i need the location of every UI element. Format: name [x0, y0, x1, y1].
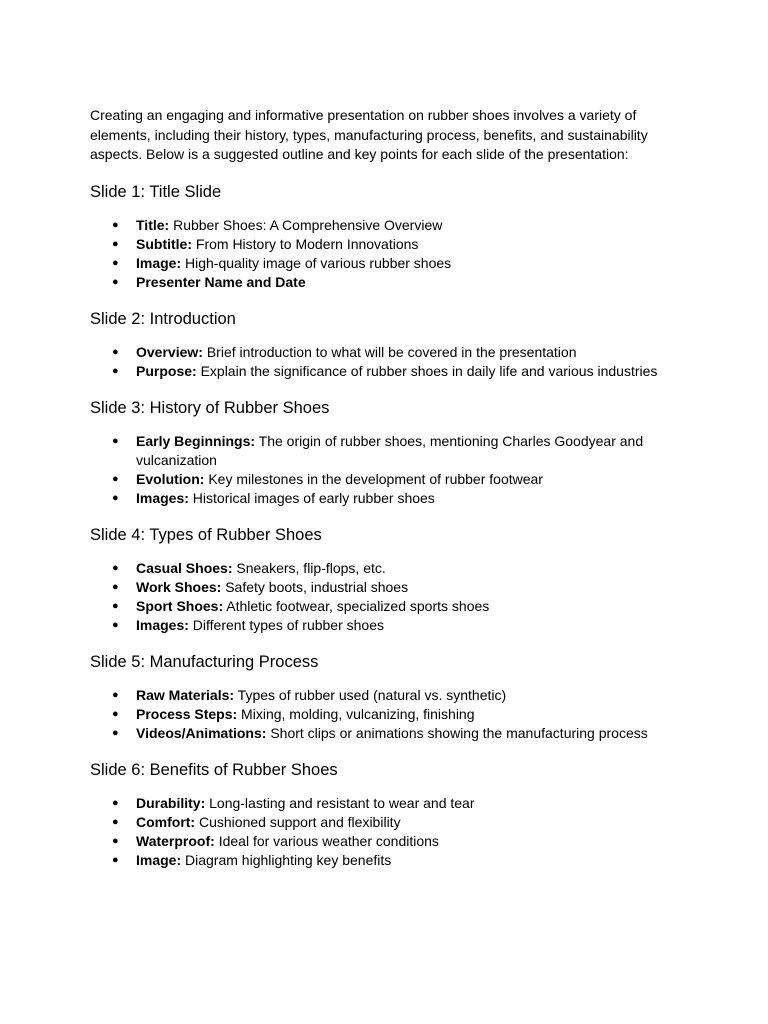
- list-item: [90, 489, 678, 508]
- item-text: Different types of rubber shoes: [188, 616, 384, 633]
- bullet-list: [90, 343, 678, 381]
- item-text: Long-lasting and resistant to wear and tear: [205, 794, 475, 811]
- bullet-icon: ●: [112, 707, 119, 720]
- list-item: [90, 851, 678, 870]
- list-item: [90, 216, 678, 235]
- item-label: Subtitle:: [136, 235, 192, 252]
- list-item: [90, 470, 678, 489]
- item-text: Sneakers, flip-flops, etc.: [232, 559, 386, 576]
- item-text: Athletic footwear, specialized sports shoes: [223, 597, 490, 614]
- list-item: [90, 794, 678, 813]
- item-label: Process Steps:: [136, 705, 238, 722]
- bullet-icon: ●: [112, 618, 119, 631]
- slide-section-3: [90, 398, 678, 508]
- item-text: Ideal for various weather conditions: [214, 832, 439, 849]
- bullet-icon: ●: [112, 853, 119, 866]
- slide-section-2: [90, 309, 678, 381]
- slide-heading: Slide 4: Types of Rubber Shoes: [90, 525, 322, 544]
- slide-section-1: [90, 182, 678, 292]
- list-item: [90, 273, 678, 292]
- item-text: The origin of rubber shoes, mentioning Charles Goodyear and vulcanization: [136, 432, 644, 468]
- item-label: Images:: [136, 489, 189, 506]
- slide-section-5: [90, 652, 678, 743]
- list-item: [90, 432, 678, 470]
- item-text: Key milestones in the development of rubber footwear: [204, 470, 543, 487]
- list-item: [90, 724, 678, 743]
- bullet-icon: ●: [112, 256, 119, 269]
- slide-heading: Slide 3: History of Rubber Shoes: [90, 398, 330, 417]
- item-text: Historical images of early rubber shoes: [188, 489, 435, 506]
- item-text: Cushioned support and flexibility: [195, 813, 401, 830]
- item-label: Image:: [136, 851, 182, 868]
- list-item: [90, 813, 678, 832]
- bullet-icon: ●: [112, 364, 119, 377]
- list-item: [90, 578, 678, 597]
- item-text: Diagram highlighting key benefits: [181, 851, 392, 868]
- slide-heading: Slide 6: Benefits of Rubber Shoes: [90, 760, 338, 779]
- item-label: Waterproof:: [136, 832, 215, 849]
- item-text: From History to Modern Innovations: [192, 235, 419, 252]
- item-text: Explain the significance of rubber shoes in daily life and various industries: [196, 362, 658, 379]
- bullet-icon: ●: [112, 345, 119, 358]
- bullet-icon: ●: [112, 472, 119, 485]
- item-text: High-quality image of various rubber shoes: [181, 254, 452, 271]
- item-text: Safety boots, industrial shoes: [221, 578, 409, 595]
- intro-paragraph: Creating an engaging and informative presentation on rubber shoes involves a variety of elements, including their history, types, manufacturing process, benefits, and sustainability aspects. Below is a suggested outline and key points for each slide of the presentation:: [90, 107, 648, 162]
- slide-section-6: [90, 760, 678, 870]
- item-label: Images:: [136, 616, 189, 633]
- item-label: Work Shoes:: [136, 578, 222, 595]
- item-text: Rubber Shoes: A Comprehensive Overview: [169, 216, 443, 233]
- list-item: [90, 705, 678, 724]
- list-item: [90, 686, 678, 705]
- list-item: [90, 832, 678, 851]
- item-text: Mixing, molding, vulcanizing, finishing: [237, 705, 475, 722]
- list-item: [90, 235, 678, 254]
- item-label: Early Beginnings:: [136, 432, 256, 449]
- bullet-icon: ●: [112, 218, 119, 231]
- bullet-icon: ●: [112, 834, 119, 847]
- bullet-icon: ●: [112, 237, 119, 250]
- item-label: Raw Materials:: [136, 686, 235, 703]
- item-label: Comfort:: [136, 813, 196, 830]
- item-label: Overview:: [136, 343, 203, 360]
- bullet-icon: ●: [112, 491, 119, 504]
- list-item: [90, 362, 678, 381]
- item-label: Videos/Animations:: [136, 724, 267, 741]
- bullet-icon: ●: [112, 275, 119, 288]
- slide-heading: Slide 2: Introduction: [90, 309, 236, 328]
- bullet-icon: ●: [112, 599, 119, 612]
- item-label: Presenter Name and Date: [136, 273, 306, 290]
- item-text: Types of rubber used (natural vs. synthetic): [234, 686, 507, 703]
- bullet-icon: ●: [112, 561, 119, 574]
- bullet-list: [90, 216, 678, 292]
- item-text: Short clips or animations showing the manufacturing process: [266, 724, 648, 741]
- bullet-icon: ●: [112, 726, 119, 739]
- item-label: Durability:: [136, 794, 206, 811]
- item-text: Brief introduction to what will be covered in the presentation: [202, 343, 577, 360]
- list-item: [90, 597, 678, 616]
- slide-heading: Slide 5: Manufacturing Process: [90, 652, 319, 671]
- list-item: [90, 616, 678, 635]
- item-label: Casual Shoes:: [136, 559, 233, 576]
- list-item: [90, 559, 678, 578]
- bullet-icon: ●: [112, 815, 119, 828]
- bullet-list: [90, 794, 678, 870]
- list-item: [90, 254, 678, 273]
- item-label: Evolution:: [136, 470, 205, 487]
- bullet-icon: ●: [112, 580, 119, 593]
- slide-heading: Slide 1: Title Slide: [90, 182, 222, 201]
- bullet-icon: ●: [112, 796, 119, 809]
- item-label: Title:: [136, 216, 170, 233]
- bullet-icon: ●: [112, 434, 119, 447]
- item-label: Purpose:: [136, 362, 197, 379]
- slide-section-4: [90, 525, 678, 635]
- bullet-list: [90, 686, 678, 743]
- bullet-list: [90, 559, 678, 635]
- list-item: [90, 343, 678, 362]
- bullet-list: [90, 432, 678, 508]
- item-label: Image:: [136, 254, 182, 271]
- item-label: Sport Shoes:: [136, 597, 224, 614]
- bullet-icon: ●: [112, 688, 119, 701]
